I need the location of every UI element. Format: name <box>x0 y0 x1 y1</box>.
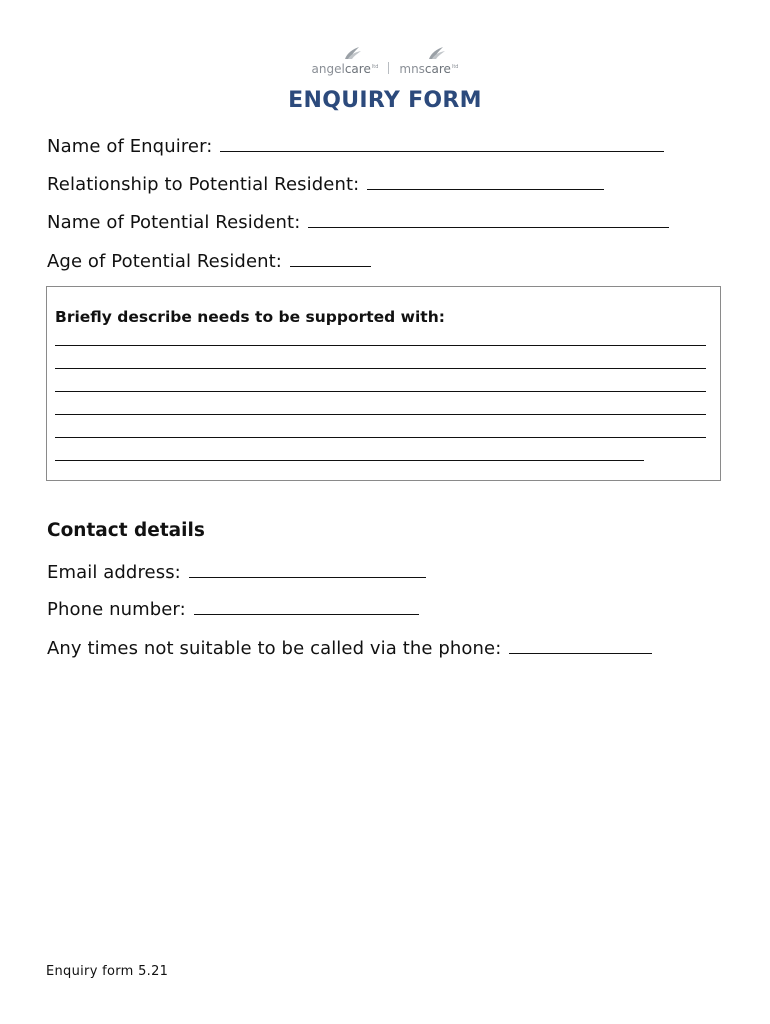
contact-details-heading: Contact details <box>47 520 205 541</box>
angelcare-logo-text: angelcare$^{ltd}$ <box>311 62 379 76</box>
resident-age-label: Age of Potential Resident: <box>47 251 282 272</box>
page-title: ENQUIRY FORM <box>288 88 482 113</box>
email-label: Email address: <box>47 562 181 583</box>
wing-icon <box>409 46 449 60</box>
header-logos <box>0 46 770 76</box>
relationship-row <box>47 171 604 197</box>
needs-line[interactable] <box>55 460 644 461</box>
phone-row <box>47 596 419 622</box>
enquirer-name-row <box>47 133 664 159</box>
needs-line[interactable] <box>55 437 706 438</box>
logo-divider <box>388 62 389 74</box>
enquirer-name-label: Name of Enquirer: <box>47 136 213 157</box>
angelcare-logo <box>312 46 379 76</box>
phone-field[interactable] <box>194 596 419 615</box>
mnscare-logo <box>399 46 458 76</box>
resident-age-field[interactable] <box>290 248 371 267</box>
unsuitable-times-row <box>47 635 652 661</box>
needs-line[interactable] <box>55 345 706 346</box>
resident-age-row <box>47 248 371 274</box>
needs-line[interactable] <box>55 391 706 392</box>
phone-label: Phone number: <box>47 599 186 620</box>
resident-name-row <box>47 209 669 235</box>
email-row <box>47 559 426 585</box>
email-field[interactable] <box>189 559 426 578</box>
enquirer-name-field[interactable] <box>220 133 664 152</box>
unsuitable-times-field[interactable] <box>509 635 652 654</box>
wing-icon <box>325 46 365 60</box>
needs-label: Briefly describe needs to be supported with: <box>55 308 445 326</box>
resident-name-field[interactable] <box>308 209 669 228</box>
needs-line[interactable] <box>55 414 706 415</box>
unsuitable-times-label: Any times not suitable to be called via the phone: <box>47 638 502 659</box>
mnscare-logo-text: mnscare$^{ltd}$ <box>399 62 459 76</box>
needs-line[interactable] <box>55 368 706 369</box>
relationship-field[interactable] <box>367 171 604 190</box>
footer-text: Enquiry form 5.21 <box>46 964 169 979</box>
resident-name-label: Name of Potential Resident: <box>47 212 301 233</box>
needs-description-box[interactable] <box>46 286 721 481</box>
relationship-label: Relationship to Potential Resident: <box>47 174 360 195</box>
